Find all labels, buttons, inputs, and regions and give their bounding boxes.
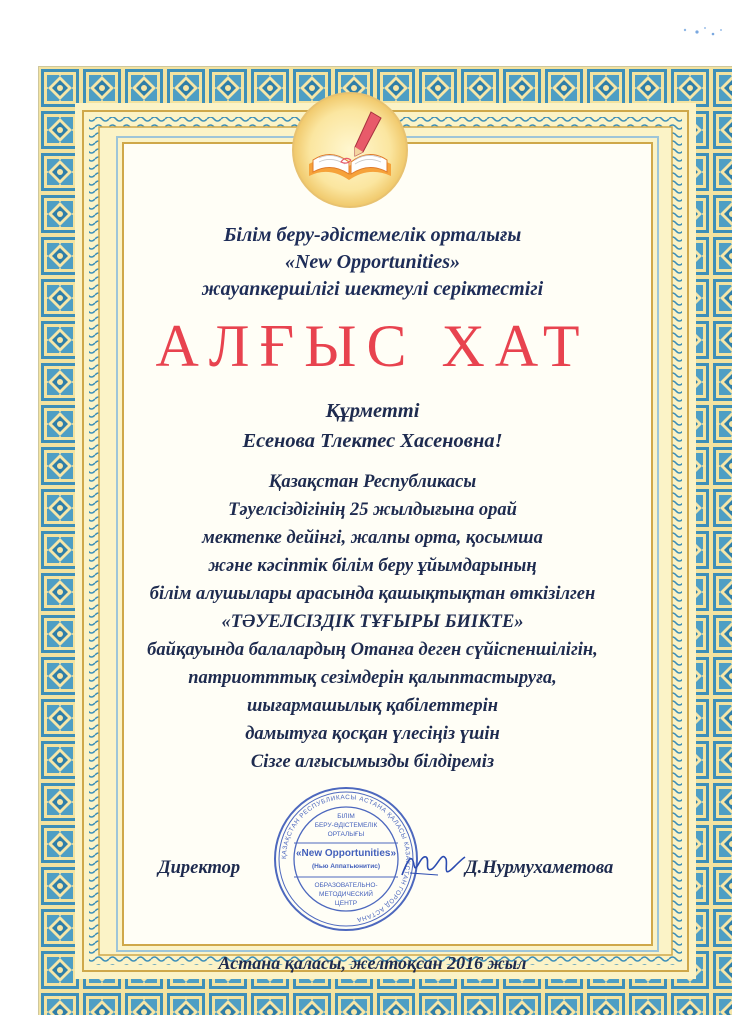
recipient-name: Есенова Тлектес Хасеновна! [242,430,503,452]
body-line: мектепке дейінгі, жалпы орта, қосымша [202,528,543,548]
org-name-line1: Білім беру-әдістемелік орталығы [223,224,522,246]
body-line: шығармашылық қабілеттерін [246,696,499,716]
stamp-ring-text: ҚАЗАҚСТАН РЕСПУБЛИКАСЫ АСТАНА ҚАЛАСЫ КАЗАХСТАН ГОРОД АСТАНА [280,793,412,924]
org-name-line2: «New Opportunities» [284,251,461,273]
salutation-greeting: Құрметті [325,400,420,422]
director-name: Д.Нурмухаметова [465,858,614,878]
stamp-text: «New Opportunities» [295,848,397,859]
body-line: Тәуелсіздігінің 25 жылдығына орай [228,500,517,520]
scan-speckles [677,22,727,42]
book-pen-emblem [289,90,411,210]
stamp-text: ЦЕНТР [334,900,358,907]
stamp-text: БІЛІМ [337,813,355,820]
stamp-text: МЕТОДИЧЕСКИЙ [319,891,373,898]
org-name-line3: жауапкершілігі шектеулі серіктестігі [201,278,544,300]
stamp-text: ОБРАЗОВАТЕЛЬНО- [314,882,378,889]
handwritten-signature [398,845,468,885]
place-date: Астана қаласы, желтоқсан 2016 жыл [218,953,527,973]
certificate-title: АЛҒЫС ХАТ [155,313,590,379]
body-line: байқауында балалардың Отанға деген сүйіспеншілігін, [147,640,598,660]
body-line: патриотттық сезімдерін қалыптастыруға, [188,668,557,688]
body-line: Сізге алғысымызды білдіреміз [250,752,495,772]
stamp-text: БЕРУ-ӘДІСТЕМЕЛІК [314,822,378,829]
stamp-text: (Нью Аппатьюнитис) [312,863,380,870]
director-label: Директор [158,858,241,878]
contest-name: «ТӘУЕЛСІЗДІК ТҰҒЫРЫ БИІКТЕ» [221,612,524,632]
body-line: және кәсіптік білім беру ұйымдарының [208,556,537,576]
stamp-text: ОРТАЛЫҒЫ [327,831,365,838]
body-line: білім алушылары арасында қашықтықтан өткізілген [149,584,596,604]
body-line: Қазақстан Республикасы [268,472,477,492]
body-line: дамытуға қосқан үлесіңіз үшін [245,724,500,744]
